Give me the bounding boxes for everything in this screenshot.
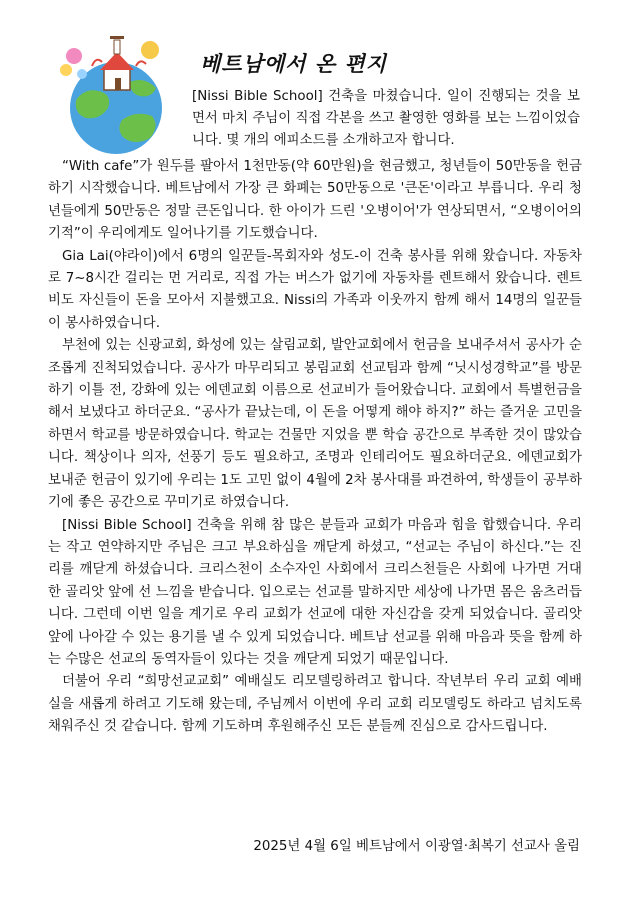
signature: 2025년 4월 6일 베트남에서 이광열·최복기 선교사 올림 [253,839,580,854]
globe-church-illustration-icon [52,30,178,158]
paragraph-nissi: [Nissi Bible School] 건축을 위해 참 많은 분들과 교회가 마음과 힘을 합했습니다. 우리는 작고 연약하지만 주님은 크고 부요하심을 깨닫게 하셨고, “선교는 주님이 하신다.”는 진리를 깨닫게 하셨습니다. 크리스천이 소수자인 사회에서 크리스천들은 사회에 나가면 거대한 골리앗 앞에 선 느낌을 받습니다. 입으로는 선교를 말하지만 세상에 나가면 몸은 움츠러듭니다. 그런데 이번 일을 계기로 우리 교회가 선교에 대한 자신감을 갖게 되었습니다. 골리앗 앞에 나아갈 수 있는 용기를 낼 수 있게 되었습니다. 베트남 선교를 위해 마음과 뜻을 함께 하는 수많은 선교의 동역자들이 있다는 것을 깨닫게 되었기 때문입니다. [48,517,582,667]
paragraph-gia-lai: Gia Lai(야라이)에서 6명의 일꾼들-목회자와 성도-이 건축 봉사를 위해 왔습니다. 자동차로 7~8시간 걸리는 먼 거리로, 직접 가는 버스가 없기에 자동차를 렌트해서 왔습니다. 렌트비도 자신들이 돈을 모아서 지불했고요. Nissi의 가족과 이웃까지 함께 해서 14명의 일꾼들이 봉사하였습니다. [48,248,582,331]
paragraph-with-cafe: “With cafe”가 원두를 팔아서 1천만동(약 60만원)을 현금했고, 청년들이 50만동을 헌금하기 시작했습니다. 베트남에서 가장 큰 화폐는 50만동으로 '큰돈'이라고 부릅니다. 우리 청년들에게 50만동은 정말 큰돈입니다. 한 아이가 드린 '오병이어'가 연상되면서, “오병이어의 기적”이 우리에게도 일어나기를 기도했습니다. [48,159,582,242]
paragraph-churches: 부천에 있는 신광교회, 화성에 있는 살림교회, 발안교회에서 헌금을 보내주셔서 공사가 순조롭게 진척되었습니다. 공사가 마무리되고 봉림교회 선교팀과 함께 “닛시성경학교”를 방문하기 이틀 전, 강화에 있는 에덴교회 이름으로 선교비가 들어왔습니다. 교회에서 특별헌금을 해서 보냈다고 하더군요. “공사가 끝났는데, 이 돈을 어떻게 해야 하지?” 하는 즐거운 고민을 하면서 학교를 방문하였습니다. 학교는 건물만 지었을 뿐 학습 공간으로 부족한 것이 많았습니다. 책상이나 의자, 선풍기 등도 필요하고, 조명과 인테리어도 필요하더군요. 에덴교회가 보내준 헌금이 있기에 우리는 1도 고민 없이 4월에 2차 봉사대를 파견하여, 학생들이 공부하기에 좋은 공간으로 꾸미기로 하였습니다. [48,338,582,511]
paragraph-remodeling: 더불어 우리 “희망선교교회” 예배실도 리모델링하려고 합니다. 작년부터 우리 교회 예배실을 새롭게 하려고 기도해 왔는데, 주님께서 이번에 우리 교회 리모델링도 하라고 넘치도록 채워주신 것 같습니다. 함께 기도하며 후원해주신 모든 분들께 진심으로 감사드립니다. [48,674,582,735]
letter-title: 베트남에서 온 편지 [200,52,387,76]
letter-body [48,156,582,739]
intro-paragraph: [Nissi Bible School] 건축을 마쳤습니다. 일이 진행되는 것을 보면서 마치 주님이 직접 각본을 쓰고 촬영한 영화를 보는 느낌이었습니다. 몇 개의 에피소드를 소개하고자 합니다. [192,89,580,148]
